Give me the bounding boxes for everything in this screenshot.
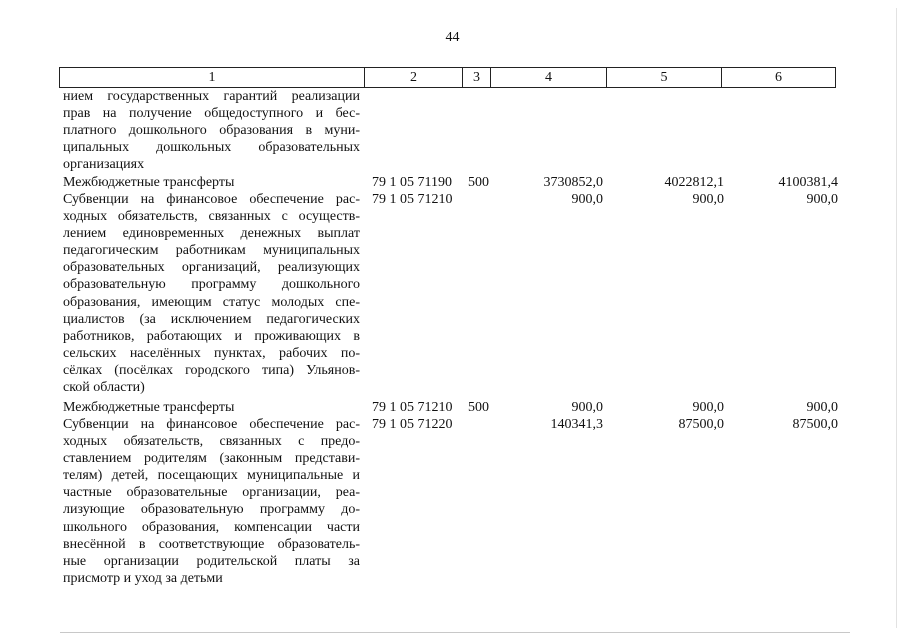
row-description (63, 416, 360, 587)
column-header-6: 6 (722, 68, 836, 88)
description-line: лением единовременных денежных выплат (63, 226, 360, 242)
description-line: сёлках (посёлках городского типа) Ульянов- (63, 362, 360, 378)
target-article-code: 79 1 05 71190 (372, 175, 452, 190)
amount-col-6: 4100381,4 (778, 175, 838, 190)
amount-col-4: 900,0 (571, 192, 603, 207)
amount-col-6: 900,0 (806, 192, 838, 207)
description-line: ской области) (63, 380, 145, 396)
amount-col-5: 900,0 (692, 400, 724, 415)
description-line: образования, имеющим статус молодых спе- (63, 294, 360, 310)
amount-col-4: 3730852,0 (543, 175, 603, 190)
column-header-5: 5 (607, 68, 722, 88)
expense-type-code: 500 (468, 175, 489, 190)
amount-col-4: 900,0 (571, 400, 603, 415)
description-line: организациях (63, 157, 145, 173)
description-line: сельских населённых пунктах, рабочих по- (63, 345, 360, 361)
target-article-code: 79 1 05 71210 (372, 192, 453, 207)
description-line: внесённой в соответствующие образователь- (63, 536, 360, 552)
column-header-3: 3 (463, 68, 491, 88)
row-description (63, 191, 360, 396)
description-line: Межбюджетные трансферты (63, 175, 235, 190)
description-line: школьного образования, компенсации части (63, 519, 360, 535)
row-description (63, 88, 360, 173)
description-line: Межбюджетные трансферты (63, 400, 235, 415)
amount-col-6: 900,0 (806, 400, 838, 415)
description-line: образовательных организаций, реализующих (63, 260, 360, 276)
description-line: присмотр и уход за детьми (63, 570, 223, 586)
column-header-1: 1 (60, 68, 365, 88)
target-article-code: 79 1 05 71220 (372, 417, 453, 432)
description-line: образовательную программу дошкольного (63, 277, 360, 293)
row-description (63, 174, 360, 191)
page-edge (896, 8, 897, 628)
description-line: ставлением родителям (законным представи- (63, 451, 360, 467)
description-line: частные образовательные организации, реа- (63, 485, 360, 501)
column-header-row (59, 67, 836, 88)
description-line: ные организации родительской платы за (63, 553, 360, 569)
description-line: ципальных дошкольных образовательных (63, 140, 360, 156)
column-header-4: 4 (491, 68, 607, 88)
amount-col-6: 87500,0 (792, 417, 838, 432)
description-line: лизующие образовательную программу до- (63, 502, 360, 518)
row-description (63, 399, 360, 416)
description-line: ходных обязательств, связанных с осуществ- (63, 209, 360, 225)
target-article-code: 79 1 05 71210 (372, 400, 453, 415)
description-line: работников, работающих и проживающих в (63, 328, 360, 344)
description-line: нием государственных гарантий реализации (63, 89, 360, 104)
amount-col-5: 87500,0 (678, 417, 724, 432)
scan-artifact-line (60, 632, 850, 633)
description-line: циалистов (за исключением педагогических (63, 311, 360, 327)
amount-col-4: 140341,3 (550, 417, 603, 432)
page-number: 44 (445, 30, 460, 45)
description-line: платного дошкольного образования в муни- (63, 123, 360, 139)
column-header-2: 2 (365, 68, 463, 88)
description-line: Субвенции на финансовое обеспечение рас- (63, 192, 360, 207)
description-line: ходных обязательств, связанных с предо- (63, 434, 360, 450)
description-line: Субвенции на финансовое обеспечение рас- (63, 417, 360, 432)
description-line: прав на получение общедоступного и бес- (63, 106, 360, 122)
expense-type-code: 500 (468, 400, 489, 415)
description-line: телям) детей, посещающих муниципальные и (63, 468, 360, 484)
amount-col-5: 4022812,1 (664, 175, 724, 190)
amount-col-5: 900,0 (692, 192, 724, 207)
description-line: педагогическим работникам муниципальных (63, 243, 360, 259)
